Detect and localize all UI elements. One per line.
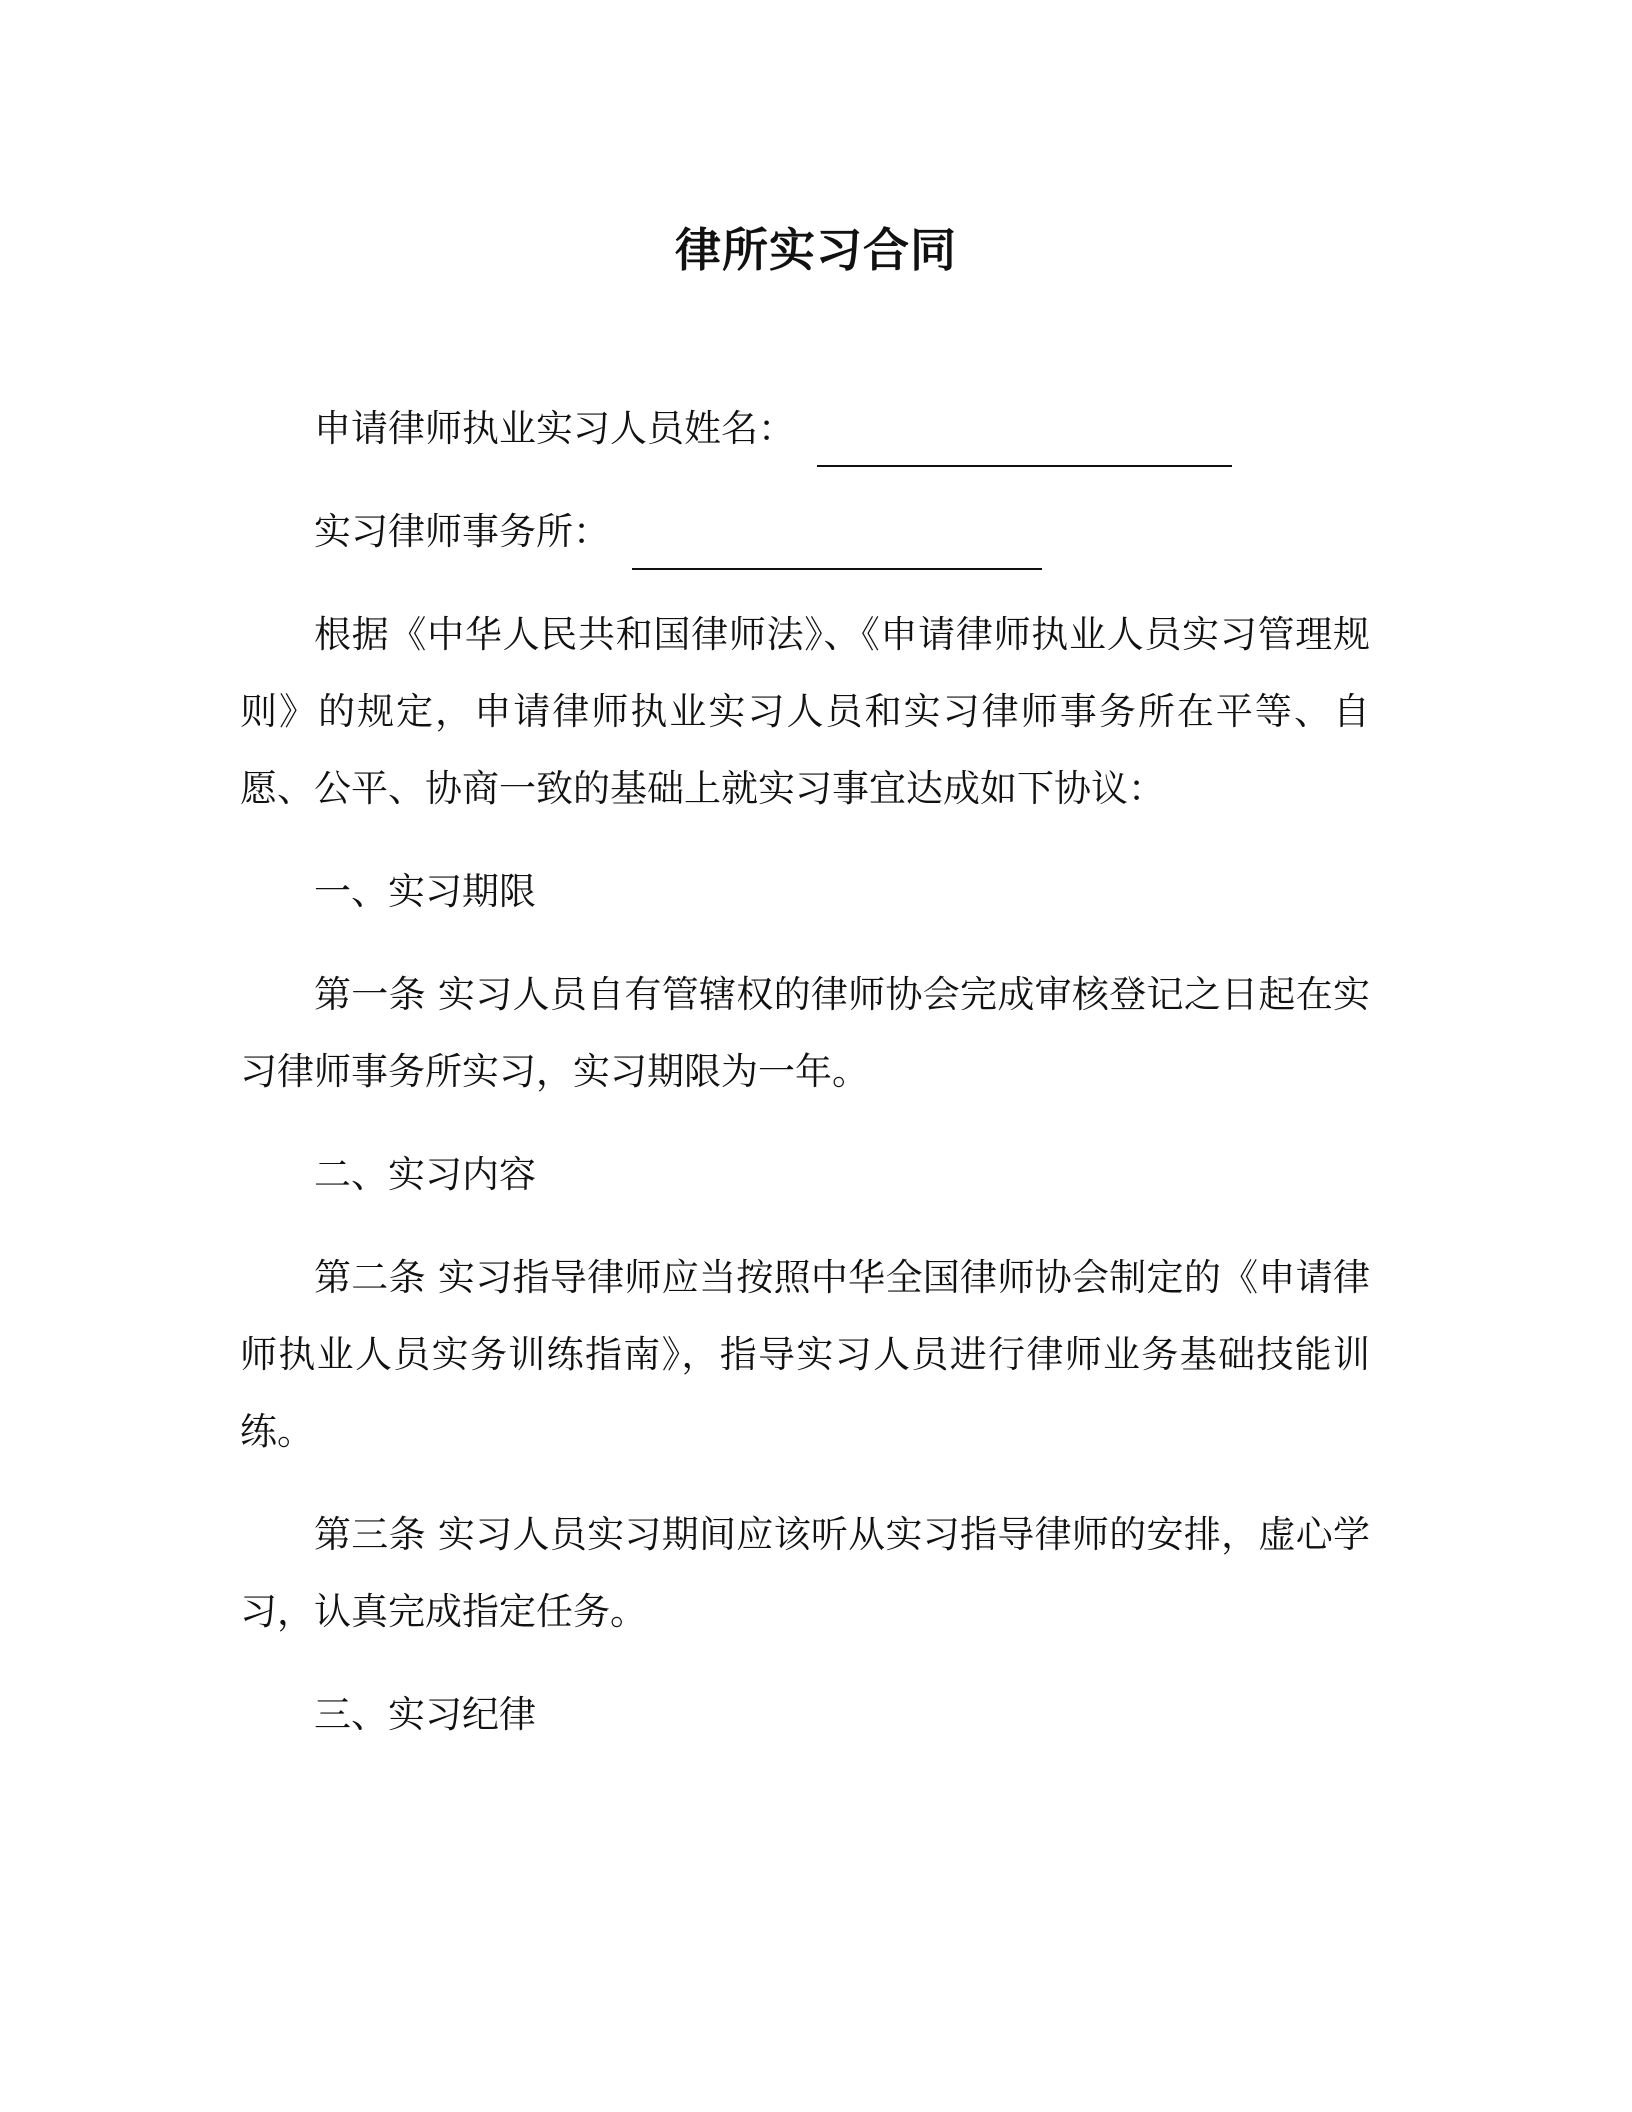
article-1: 第一条 实习人员自有管辖权的律师协会完成审核登记之日起在实习律师事务所实习，实习期限为一年。 [240,973,1370,1093]
field-intern-name [240,390,1370,467]
field-law-firm [240,493,1370,570]
document-title: 律所实习合同 [675,223,957,277]
article-2: 第二条 实习指导律师应当按照中华全国律师协会制定的《申请律师执业人员实务训练指南》，指导实习人员进行律师业务基础技能训练。 [240,1256,1370,1453]
section-heading-discipline: 三、实习纪律 [314,1693,536,1736]
field-intern-name-label: 申请律师执业实习人员姓名： [314,407,795,450]
field-intern-name-blank [817,419,1232,467]
article-3: 第三条 实习人员实习期间应该听从实习指导律师的安排，虚心学习，认真完成指定任务。 [240,1513,1370,1633]
field-law-firm-blank [632,522,1042,570]
field-law-firm-label: 实习律师事务所： [314,510,610,553]
section-heading-term: 一、实习期限 [314,870,536,913]
document-body [240,390,1370,1779]
preamble-paragraph: 根据《中华人民共和国律师法》、《申请律师执业人员实习管理规则》的规定，申请律师执业实习人员和实习律师事务所在平等、自愿、公平、协商一致的基础上就实习事宜达成如下协议： [240,613,1370,810]
section-heading-content: 二、实习内容 [314,1153,536,1196]
